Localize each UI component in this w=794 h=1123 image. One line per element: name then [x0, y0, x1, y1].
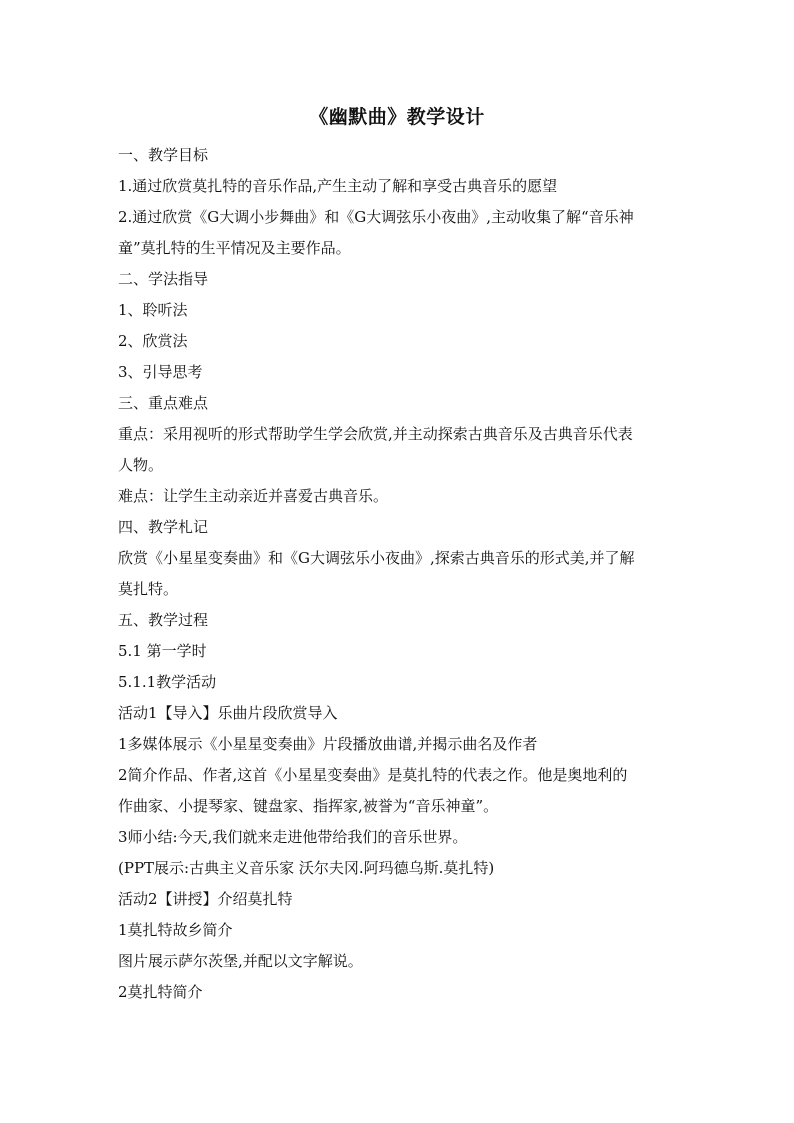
list-item: 2、欣赏法 [118, 332, 188, 350]
paragraph-line: 作曲家、小提琴家、键盘家、指挥家,被誉为“音乐神童”。 [118, 797, 499, 815]
paragraph-line: 2.通过欣赏《G大调小步舞曲》和《G大调弦乐小夜曲》,主动收集了解“音乐神 [118, 208, 634, 226]
paragraph-line: 2简介作品、作者,这首《小星星变奏曲》是莫扎特的代表之作。他是奥地利的 [118, 766, 628, 784]
page-title: 《幽默曲》教学设计 [309, 106, 485, 128]
section-heading: 一、教学目标 [118, 146, 209, 164]
activity-heading: 活动2【讲授】介绍莫扎特 [118, 890, 293, 908]
paragraph-line: 3师小结:今天,我们就来走进他带给我们的音乐世界。 [118, 828, 468, 846]
paragraph-line: 1莫扎特故乡简介 [118, 921, 233, 939]
subsection-heading: 5.1.1教学活动 [118, 673, 217, 691]
paragraph-line: 难点：让学生主动亲近并喜爱古典音乐。 [118, 487, 389, 505]
section-heading: 三、重点难点 [118, 394, 209, 412]
section-heading: 五、教学过程 [118, 611, 209, 629]
paragraph-line: (PPT展示:古典主义音乐家 沃尔夫冈.阿玛德乌斯.莫扎特) [118, 859, 495, 877]
paragraph-line: 1.通过欣赏莫扎特的音乐作品,产生主动了解和享受古典音乐的愿望 [118, 177, 558, 195]
list-item: 1、聆听法 [118, 301, 188, 319]
paragraph-line: 2莫扎特简介 [118, 983, 203, 1001]
section-heading: 四、教学札记 [118, 518, 209, 536]
paragraph-line: 重点：采用视听的形式帮助学生学会欣赏,并主动探索古典音乐及古典音乐代表 [118, 425, 633, 443]
paragraph-line: 1多媒体展示《小星星变奏曲》片段播放曲谱,并揭示曲名及作者 [118, 735, 538, 753]
paragraph-line: 欣赏《小星星变奏曲》和《G大调弦乐小夜曲》,探索古典音乐的形式美,并了解 [118, 549, 635, 567]
list-item: 3、引导思考 [118, 363, 203, 381]
subsection-heading: 5.1 第一学时 [118, 642, 207, 660]
paragraph-line: 人物。 [118, 456, 164, 474]
paragraph-line: 莫扎特。 [118, 580, 179, 598]
activity-heading: 活动1【导入】乐曲片段欣赏导入 [118, 704, 338, 722]
paragraph-line: 图片展示萨尔茨堡,并配以文字解说。 [118, 952, 363, 970]
paragraph-line: 童”莫扎特的生平情况及主要作品。 [118, 239, 351, 257]
document-body [118, 140, 683, 1008]
section-heading: 二、学法指导 [118, 270, 209, 288]
